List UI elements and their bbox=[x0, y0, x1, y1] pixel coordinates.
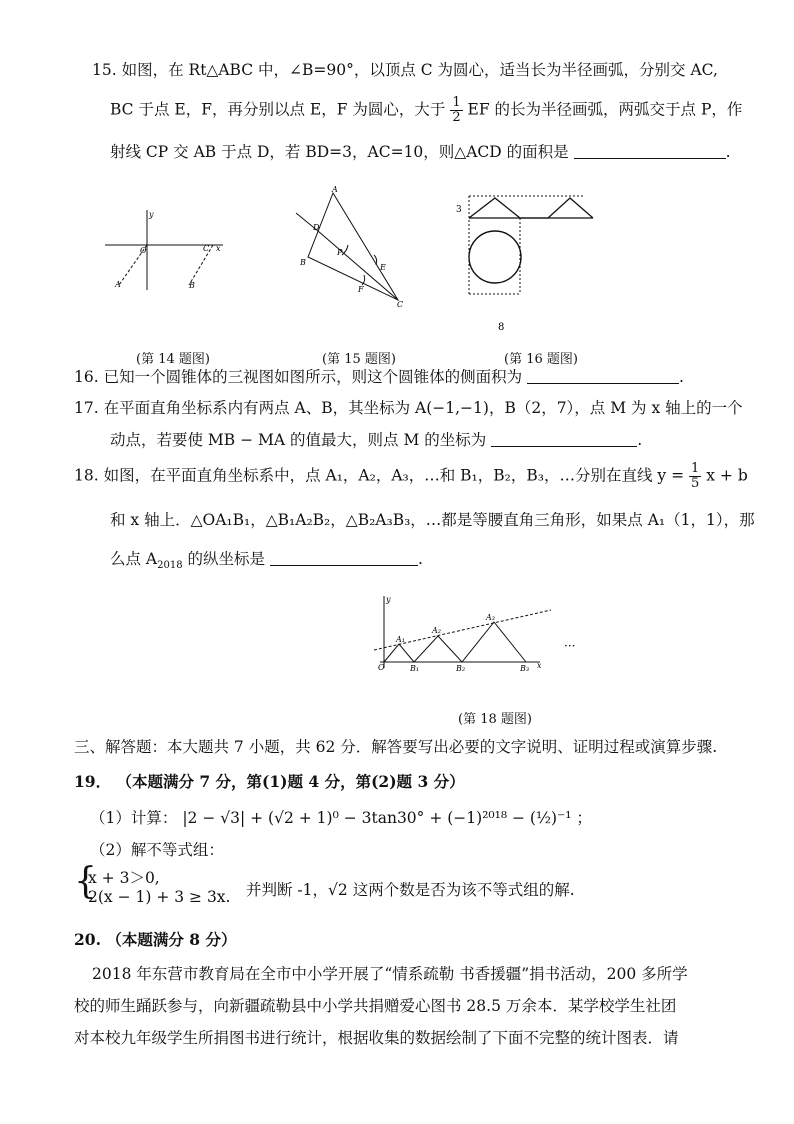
q15-number: 15. bbox=[92, 61, 117, 79]
q18-text-line1b: x + b bbox=[706, 466, 748, 485]
fig18-label-b3: B₃ bbox=[520, 664, 530, 672]
q18-subscript: 2018 bbox=[157, 560, 183, 572]
q15-text-line2b: EF 的长为半径画弧，两弧交于点 P，作 bbox=[467, 100, 743, 119]
fig18-ellipsis: ··· bbox=[564, 639, 576, 653]
fig14-label-o: O bbox=[140, 246, 147, 255]
fig18-label-b2: B₂ bbox=[456, 664, 466, 672]
fig15-label-f: F bbox=[358, 285, 364, 294]
half-numerator: 1 bbox=[452, 95, 461, 110]
one-fifth-denominator: 5 bbox=[691, 476, 700, 491]
fig14-cb-dashed bbox=[189, 245, 213, 285]
q15-text-line1: 如图，在 Rt△ABC 中，∠B=90°，以顶点 C 为圆心，适当长为半径画弧，分别交 AC, bbox=[121, 61, 718, 79]
fig15-label-b: B bbox=[300, 258, 306, 267]
q15-line1 bbox=[92, 58, 718, 80]
q17-line2 bbox=[110, 428, 642, 450]
q18-end: . bbox=[417, 550, 423, 568]
q19-part1-label: （1）计算： bbox=[90, 809, 178, 827]
q20-line1: 2018 年东营市教育局在全市中小学开展了“情系疏勒 书香援疆”捐书活动，200 多所学 bbox=[92, 965, 688, 983]
fig14-label-a: A bbox=[115, 280, 121, 289]
section3-title: 三、解答题：本大题共 7 小题，共 62 分．解答要写出必要的文字说明、证明过程或演算步骤. bbox=[74, 738, 718, 756]
fig16-views-outline bbox=[469, 198, 593, 218]
q19-ineq2: 2(x − 1) + 3 ≥ 3x. bbox=[88, 888, 231, 906]
fig14-label-y: y bbox=[149, 210, 154, 219]
q16-answer-blank[interactable] bbox=[527, 369, 679, 384]
q20-heading: （本题满分 8 分） bbox=[106, 930, 237, 949]
fig15-label-c: C bbox=[397, 300, 404, 309]
q18-answer-blank[interactable] bbox=[270, 551, 418, 566]
fig14-caption: (第 14 题图) bbox=[136, 352, 210, 367]
q15-text-line3: 射线 CP 交 AB 于点 D，若 BD=3，AC=10，则△ACD 的面积是 bbox=[110, 143, 569, 161]
q18-line3 bbox=[110, 547, 423, 571]
figure-15 bbox=[292, 185, 412, 310]
figure-16 bbox=[452, 190, 600, 340]
half-fraction bbox=[450, 96, 462, 125]
fig16-dim-3: 3 bbox=[456, 205, 462, 215]
q15-answer-blank[interactable] bbox=[574, 144, 726, 159]
half-denominator: 2 bbox=[452, 110, 461, 125]
q18-text-line3b: 的纵坐标是 bbox=[187, 550, 266, 568]
one-fifth-numerator: 1 bbox=[691, 461, 700, 476]
q19-part2 bbox=[90, 838, 224, 860]
q19-part2-tail: 并判断 -1，√2 这两个数是否为该不等式组的解. bbox=[246, 881, 575, 899]
q18-text-line2: 和 x 轴上．△OA₁B₁，△B₁A₂B₂，△B₂A₃B₃，…都是等腰直角三角形，如果点 A₁（1，1），那 bbox=[110, 511, 755, 529]
q16-number: 16. bbox=[74, 368, 99, 386]
figure-18 bbox=[366, 592, 596, 672]
fig14-label-c: C bbox=[203, 244, 210, 253]
q19-number: 19． bbox=[74, 772, 112, 791]
fig15-label-p: P bbox=[337, 248, 343, 257]
fig15-label-d: D bbox=[313, 223, 320, 232]
fig18-label-a1: A₁ bbox=[396, 635, 405, 644]
q19-heading-line bbox=[74, 770, 465, 792]
fig18-label-b1: B₁ bbox=[410, 664, 420, 672]
q19-part1-expression: |2 − √3| + (√2 + 1)⁰ − 3tan30° + (−1)²⁰¹⁸ − (½)⁻¹ ； bbox=[182, 809, 592, 827]
q17-end: . bbox=[637, 431, 643, 449]
fig18-triangles bbox=[384, 622, 526, 662]
q19-part2-label: （2）解不等式组： bbox=[90, 841, 224, 859]
q15-text-line2a: BC 于点 E，F，再分别以点 E，F 为圆心，大于 bbox=[110, 100, 446, 119]
q15-line2 bbox=[110, 96, 742, 125]
fig14-label-x: x bbox=[216, 244, 221, 253]
q18-line2 bbox=[110, 508, 755, 530]
fig18-label-a2: A₂ bbox=[432, 626, 441, 635]
one-fifth-fraction bbox=[689, 462, 701, 491]
fig18-label-o: O bbox=[378, 663, 385, 672]
q20-number: 20. bbox=[74, 930, 101, 949]
q18-text-line1: 如图，在平面直角坐标系中，点 A₁，A₂，A₃，…和 B₁，B₂，B₃，…分别在直线 y = bbox=[103, 466, 685, 485]
fig18-label-y: y bbox=[386, 595, 391, 604]
q18-number: 18. bbox=[74, 466, 99, 485]
q18-line1 bbox=[74, 462, 748, 491]
fig16-caption: (第 16 题图) bbox=[504, 352, 578, 367]
q15-end: . bbox=[725, 143, 731, 161]
q20-heading-line bbox=[74, 928, 236, 950]
q17-text-line1: 在平面直角坐标系内有两点 A、B，其坐标为 A(−1,−1)，B（2，7），点 M 为 x 轴上的一个 bbox=[103, 399, 743, 417]
q19-ineq1: x + 3＞0, bbox=[88, 869, 160, 887]
fig15-label-a: A bbox=[332, 185, 338, 194]
figure-14 bbox=[105, 205, 235, 295]
q17-text-line2: 动点，若要使 MB − MA 的值最大，则点 M 的坐标为 bbox=[110, 431, 487, 449]
q15-line3 bbox=[110, 140, 731, 162]
q17-number: 17. bbox=[74, 399, 99, 417]
fig15-triangle bbox=[308, 193, 398, 300]
q17-answer-blank[interactable] bbox=[491, 432, 637, 447]
q20-line2: 校的师生踊跃参与，向新疆疏勒县中小学共捐赠爱心图书 28.5 万余本．某学校学生社团 bbox=[74, 997, 677, 1015]
q19-heading: （本题满分 7 分，第(1)题 4 分，第(2)题 3 分） bbox=[116, 772, 465, 791]
fig18-label-a3: A₃ bbox=[486, 613, 495, 622]
q17-line1 bbox=[74, 396, 743, 418]
fig18-line-dashed bbox=[374, 610, 551, 650]
fig15-arc-p bbox=[342, 245, 348, 255]
fig14-label-b: B bbox=[189, 281, 195, 290]
q19-part1 bbox=[90, 806, 592, 828]
q20-line3: 对本校九年级学生所捐图书进行统计，根据收集的数据绘制了下面不完整的统计图表．请 bbox=[74, 1029, 679, 1047]
q18-text-line3a: 么点 A bbox=[110, 550, 158, 568]
brace-icon: { bbox=[74, 861, 97, 902]
fig15-label-e: E bbox=[380, 263, 386, 272]
q16-end: . bbox=[679, 368, 684, 386]
fig18-caption: (第 18 题图) bbox=[458, 712, 532, 727]
q16-line bbox=[74, 365, 684, 387]
fig16-circle-top-view bbox=[469, 231, 521, 283]
fig18-label-x: x bbox=[537, 661, 542, 670]
fig15-caption: (第 15 题图) bbox=[322, 352, 396, 367]
q16-text: 已知一个圆锥体的三视图如图所示，则这个圆锥体的侧面积为 bbox=[103, 368, 523, 386]
fig16-dim-8: 8 bbox=[498, 322, 505, 333]
